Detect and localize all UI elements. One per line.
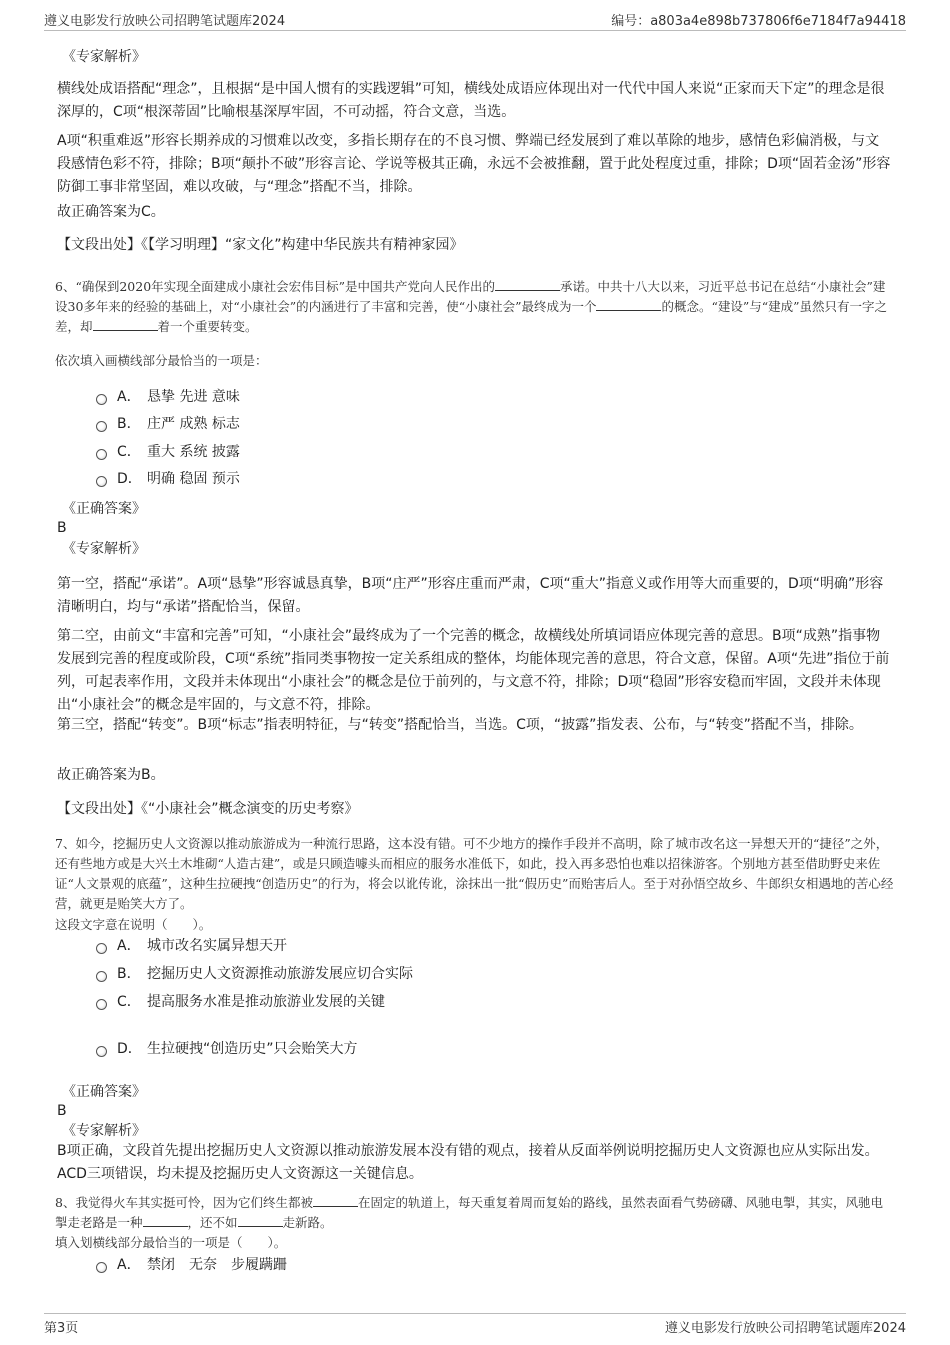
text-source: 【文段出处】《“小康社会”概念演变的历史考察》 [57, 801, 359, 817]
q6-option-d[interactable]: D． 明确 稳固 预示 [96, 468, 240, 490]
question-6-stem: 6、“确保到2020年实现全面建成小康社会宏伟目标”是中国共产党向人民作出的 承诺。中共十八大以来，习近平总书记在总结“小康社会”建设30多年来的经验的基础上，对“小康社会”的内涵进行了丰富和完善，使“小康社会”最终成为一个 的概念。“建设”与“建成”虽然只有一字之差，却 着一个重要转变。 [55, 279, 888, 334]
document-id: 编号：a803a4e898b737806f6e7184f7a94418 [611, 14, 906, 29]
fill-blank [596, 298, 661, 311]
expert-analysis-label: 《专家解析》 [62, 1123, 146, 1139]
correct-answer-label: 《正确答案》 [62, 1084, 146, 1100]
q7-option-d[interactable]: D． 生拉硬拽“创造历史”只会贻笑大方 [96, 1038, 358, 1060]
radio-button[interactable] [96, 394, 107, 405]
q7-option-a[interactable]: A． 城市改名实属异想天开 [96, 935, 287, 957]
correct-answer-statement: 故正确答案为B。 [57, 767, 165, 783]
text-source: 【文段出处】《【学习明理】“家文化”构建中华民族共有精神家园》 [57, 237, 464, 253]
page-header [44, 10, 906, 31]
q6-option-b[interactable]: B． 庄严 成熟 标志 [96, 413, 240, 435]
radio-button[interactable] [96, 476, 107, 487]
q7-option-c[interactable]: C． 提高服务水准是推动旅游业发展的关键 [96, 991, 385, 1013]
fill-blank [93, 318, 158, 331]
q6-option-a[interactable]: A． 恳挚 先进 意味 [96, 386, 240, 408]
expert-analysis-label: 《专家解析》 [62, 541, 146, 557]
radio-button[interactable] [96, 999, 107, 1010]
fill-blank [143, 1214, 188, 1227]
correct-answer: B [57, 520, 67, 536]
fill-blank [238, 1214, 283, 1227]
question-7-stem: 7、如今，挖掘历史人文资源以推动旅游成为一种流行思路，这本没有错。可不少地方的操作手段并不高明，除了城市改名这一异想天开的“捷径”之外，还有些地方或是大兴土木堆砌“人造古建”，或是只顾造噱头而相应的服务水准低下，如此，投入再多恐怕也难以招徕游客。个别地方甚至借助野史来佐证“人文景观的底蕴”，这种生拉硬拽“创造历史”的行为，将会以讹传讹，涂抹出一批“假历史”而贻害后人。至于对孙悟空故乡、牛郎织女相遇地的苦心经营，就更是贻笑大方了。 [55, 836, 894, 911]
q7-option-b[interactable]: B． 挖掘历史人文资源推动旅游发展应切合实际 [96, 963, 413, 985]
radio-button[interactable] [96, 421, 107, 432]
expert-analysis-label: 《专家解析》 [62, 49, 146, 65]
analysis-paragraph: 第二空，由前文“丰富和完善”可知，“小康社会”最终成为了一个完善的概念，故横线处所填词语应体现完善的意思。B项“成熟”指事物发展到完善的程度或阶段，C项“系统”指同类事物按一定关系组成的整体，均能体现完善的意思，符合文意，保留。A项“先进”指位于前列，可起表率作用，文段并未体现出“小康社会”的概念是位于前列的，与文意不符，排除；D项“稳固”形容安稳而牢固，文段并未体现出“小康社会”的概念是牢固的，与文意不符，排除。 [57, 628, 890, 713]
question-8-prompt: 填入划横线部分最恰当的一项是（ ）。 [55, 1235, 287, 1250]
question-8-stem: 8、我觉得火车其实挺可怜，因为它们终生都被 在固定的轨道上，每天重复着周而复始的路线，虽然表面看气势磅礴、风驰电掣，其实，风驰电掣走老路是一种 ，还不如 走新路。 [55, 1195, 883, 1230]
radio-button[interactable] [96, 1046, 107, 1057]
analysis-paragraph: B项正确，文段首先提出挖掘历史人文资源以推动旅游发展本没有错的观点，接着从反面举例说明挖掘历史人文资源也应从实际出发。ACD三项错误，均未提及挖掘历史人文资源这一关键信息。 [57, 1143, 879, 1182]
question-6-prompt: 依次填入画横线部分最恰当的一项是： [55, 353, 268, 368]
radio-button[interactable] [96, 943, 107, 954]
analysis-paragraph: 横线处成语搭配“理念”，且根据“是中国人惯有的实践逻辑”可知，横线处成语应体现出对一代代中国人来说“正家而天下定”的理念是很深厚的，C项“根深蒂固”比喻根基深厚牢固，不可动摇，符合文意，当选。 [57, 81, 885, 120]
radio-button[interactable] [96, 449, 107, 460]
page-number: 第3页 [44, 1321, 79, 1336]
correct-answer-label: 《正确答案》 [62, 501, 146, 517]
q6-option-c[interactable]: C． 重大 系统 披露 [96, 441, 240, 463]
footer-title: 遵义电影发行放映公司招聘笔试题库2024 [664, 1321, 906, 1336]
header-title: 遵义电影发行放映公司招聘笔试题库2024 [44, 14, 286, 29]
radio-button[interactable] [96, 971, 107, 982]
correct-answer-statement: 故正确答案为C。 [57, 204, 165, 220]
radio-button[interactable] [96, 1262, 107, 1273]
analysis-paragraph: 第一空，搭配“承诺”。A项“恳挚”形容诚恳真挚，B项“庄严”形容庄重而严肃，C项“重大”指意义或作用等大而重要的，D项“明确”形容清晰明白，均与“承诺”搭配恰当，保留。 [57, 576, 884, 615]
correct-answer: B [57, 1103, 67, 1119]
page-footer [44, 1313, 906, 1336]
question-7-prompt: 这段文字意在说明（ ）。 [55, 917, 212, 932]
fill-blank [313, 1194, 358, 1207]
fill-blank [495, 278, 560, 291]
analysis-paragraph: A项“积重难返”形容长期养成的习惯难以改变，多指长期存在的不良习惯、弊端已经发展到了难以革除的地步，感情色彩偏消极，与文段感情色彩不符，排除；B项“颠扑不破”形容言论、学说等极其正确，永远不会被推翻，置于此处程度过重，排除；D项“固若金汤”形容防御工事非常坚固，难以攻破，与“理念”搭配不当，排除。 [57, 133, 891, 195]
q8-option-a[interactable]: A． 禁闭 无奈 步履蹒跚 [96, 1254, 287, 1276]
analysis-paragraph: 第三空，搭配“转变”。B项“标志”指表明特征，与“转变”搭配恰当，当选。C项，“披露”指发表、公布，与“转变”搭配不当，排除。 [57, 717, 863, 733]
